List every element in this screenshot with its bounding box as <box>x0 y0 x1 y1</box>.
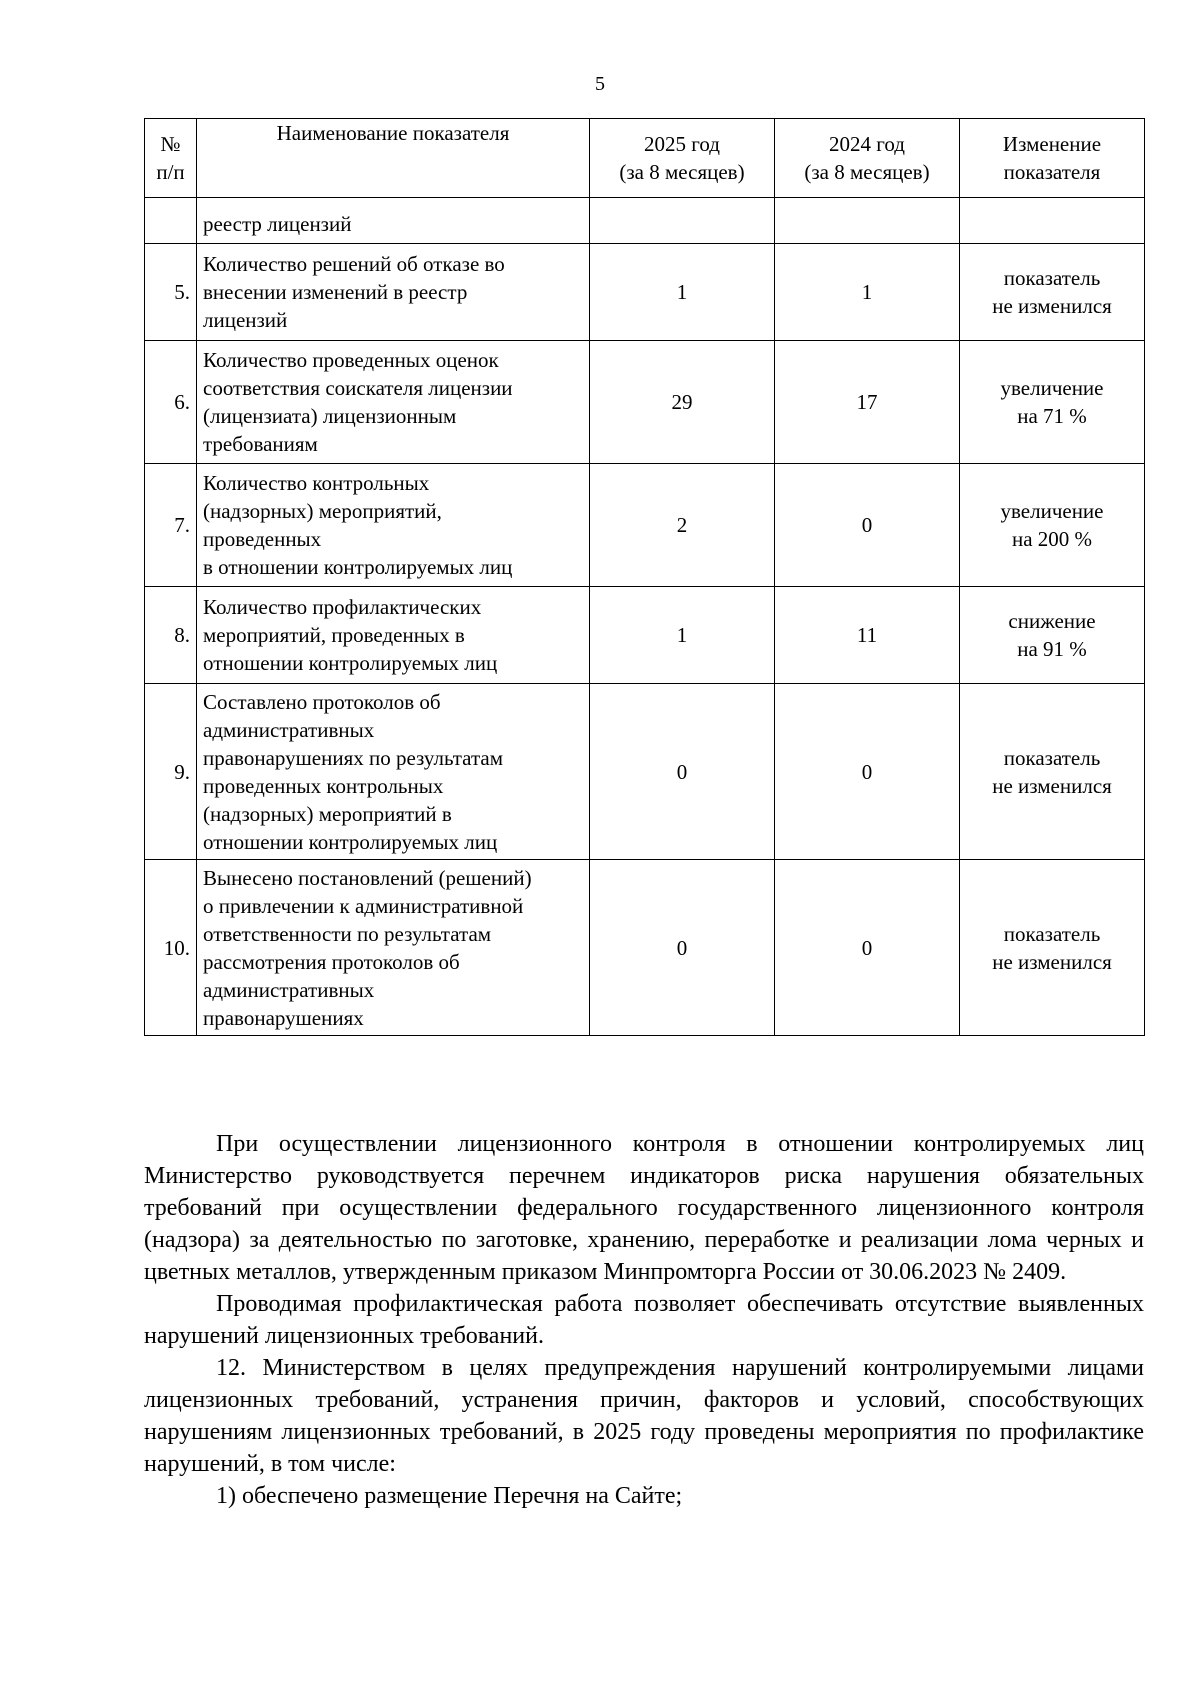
paragraph-item-12: 12. Министерством в целях предупреждения нарушений контролируемыми лицами лицензионных требований, устранения причин, факторов и условий, способствующих нарушениям лицензионных требований, в 2025 году проведены мероприятия по профилактике нарушений, в том числе: <box>144 1355 1144 1477</box>
row-indicator-name: реестр лицензий <box>197 198 590 244</box>
row-indicator-name: Составлено протоколов об административных правонарушениях по результатам проведенных контрольных (надзорных) мероприятий в отношении контролируемых лиц <box>197 684 590 860</box>
row-value-2025 <box>590 198 775 244</box>
header-change: Изменение показателя <box>960 119 1145 198</box>
row-value-2025: 0 <box>590 860 775 1036</box>
row-change: увеличение на 200 % <box>960 464 1145 587</box>
row-value-2024: 1 <box>775 244 960 341</box>
row-number: 5. <box>145 244 197 341</box>
row-value-2024: 0 <box>775 860 960 1036</box>
table-row <box>145 464 1145 587</box>
row-value-2024: 11 <box>775 587 960 684</box>
row-indicator-name: Количество контрольных (надзорных) мероприятий, проведенных в отношении контролируемых лиц <box>197 464 590 587</box>
table-row <box>145 684 1145 860</box>
header-number: № п/п <box>145 119 197 198</box>
row-number: 9. <box>145 684 197 860</box>
row-change <box>960 198 1145 244</box>
table-row <box>145 244 1145 341</box>
row-change: снижение на 91 % <box>960 587 1145 684</box>
row-indicator-name: Количество проведенных оценок соответствия соискателя лицензии (лицензиата) лицензионным требованиям <box>197 341 590 464</box>
row-value-2024: 0 <box>775 684 960 860</box>
row-value-2025: 0 <box>590 684 775 860</box>
table-row <box>145 860 1145 1036</box>
table-row <box>145 587 1145 684</box>
table-row <box>145 198 1145 244</box>
header-2024: 2024 год (за 8 месяцев) <box>775 119 960 198</box>
row-value-2025: 2 <box>590 464 775 587</box>
row-value-2024: 0 <box>775 464 960 587</box>
row-value-2025: 1 <box>590 587 775 684</box>
row-value-2024 <box>775 198 960 244</box>
row-indicator-name: Количество решений об отказе во внесении изменений в реестр лицензий <box>197 244 590 341</box>
row-change: показатель не изменился <box>960 244 1145 341</box>
paragraph-risk-indicators: При осуществлении лицензионного контроля в отношении контролируемых лиц Министерство руководствуется перечнем индикаторов риска нарушения обязательных требований при осуществлении федерального государственного лицензионного контроля (надзора) за деятельностью по заготовке, хранению, переработке и реализации лома черных и цветных металлов, утвержденным приказом Минпромторга России от 30.06.2023 № 2409. <box>144 1131 1144 1285</box>
row-change: увеличение на 71 % <box>960 341 1145 464</box>
row-change: показатель не изменился <box>960 684 1145 860</box>
indicators-table <box>144 118 1145 1036</box>
row-change: показатель не изменился <box>960 860 1145 1036</box>
body-text <box>144 1128 1144 1512</box>
row-number: 8. <box>145 587 197 684</box>
row-value-2025: 29 <box>590 341 775 464</box>
row-value-2024: 17 <box>775 341 960 464</box>
header-indicator-name: Наименование показателя <box>197 119 590 198</box>
page-number: 5 <box>595 73 605 95</box>
paragraph-list-item-1: 1) обеспечено размещение Перечня на Сайте; <box>216 1483 683 1509</box>
row-indicator-name: Количество профилактических мероприятий, проведенных в отношении контролируемых лиц <box>197 587 590 684</box>
row-number: 6. <box>145 341 197 464</box>
row-number: 7. <box>145 464 197 587</box>
row-number <box>145 198 197 244</box>
header-2025: 2025 год (за 8 месяцев) <box>590 119 775 198</box>
paragraph-preventive-work: Проводимая профилактическая работа позволяет обеспечивать отсутствие выявленных нарушений лицензионных требований. <box>144 1291 1144 1349</box>
row-value-2025: 1 <box>590 244 775 341</box>
row-indicator-name: Вынесено постановлений (решений) о привлечении к административной ответственности по результатам рассмотрения протоколов об административных правонарушениях <box>197 860 590 1036</box>
table-header-row <box>145 119 1145 198</box>
row-number: 10. <box>145 860 197 1036</box>
table-row <box>145 341 1145 464</box>
